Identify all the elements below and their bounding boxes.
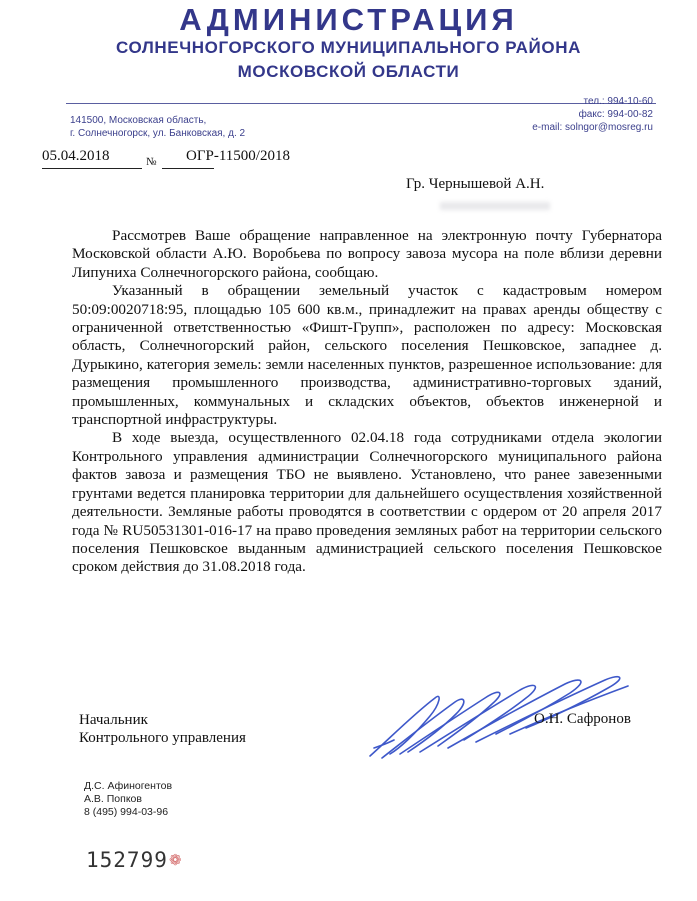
registration-date: 05.04.2018: [42, 148, 110, 164]
redacted-address-residue: [440, 202, 550, 210]
letterhead-divider: [66, 103, 656, 104]
registration-number-underline: [162, 168, 214, 169]
executor-info: [84, 780, 172, 819]
flower-stamp-icon: ❁: [169, 853, 182, 869]
registration-number: ОГР-11500/2018: [186, 148, 290, 164]
signatory-position: [79, 711, 246, 747]
signatory-position-line-2: Контрольного управления: [79, 730, 246, 746]
signatory-name: О.Н. Сафронов: [534, 711, 631, 727]
letterhead-title: АДМИНИСТРАЦИЯ: [179, 2, 518, 37]
letterhead-email: e-mail: solngor@mosreg.ru: [532, 122, 653, 133]
executor-phone: 8 (495) 994-03-96: [84, 806, 169, 818]
letterhead-subtitle-district: СОЛНЕЧНОГОРСКОГО МУНИЦИПАЛЬНОГО РАЙОНА: [116, 38, 581, 57]
registration-date-underline: [42, 168, 142, 169]
registration-number-sign: №: [146, 156, 157, 168]
document-serial-number: 152799: [86, 848, 168, 872]
signatory-position-line-1: Начальник: [79, 712, 148, 728]
body-paragraph-2: Указанный в обращении земельный участок с кадастровым номером 50:09:0020718:95, площадью 105 600 кв.м., принадлежит на правах аренды обществу с ограниченной ответственностью «Фишт-Групп», расположен по адресу: Московская область, Солнечногорский район, сельского поселения Пешковское, западнее д. Дурыкино, категория земель: земли населенных пунктов, разрешенное использование: для размещения промышленного производства, административно-торговых зданий, промышленных, коммунальных и складских объектов, объектов инженерной и транспортной инфраструктуры.: [72, 282, 662, 429]
letterhead-address-line-1: 141500, Московская область,: [70, 115, 207, 126]
letter-body: [72, 227, 662, 577]
letterhead-subtitle-region: МОСКОВСКОЙ ОБЛАСТИ: [237, 62, 460, 81]
body-paragraph-3: В ходе выезда, осуществленного 02.04.18 года сотрудниками отдела экологии Контрольного управления администрации Солнечногорского муниципального района фактов завоза и размещения ТБО не выявлено. Установлено, что ранее завезенными грунтами ведется планировка территории для дальнейшего осуществления хозяйственной деятельности. Земляные работы проводятся в соответствии с ордером от 20 апреля 2017 года № RU50531301-016-17 на право проведения земляных работ на территории сельского поселения Пешковское выданным администрацией сельского поселения Пешковское сроком действия до 31.08.2018 года.: [72, 429, 662, 576]
executor-name-2: А.В. Попков: [84, 793, 142, 805]
executor-name-1: Д.С. Афиногентов: [84, 780, 173, 792]
letterhead-address-line-2: г. Солнечногорск, ул. Банковская, д. 2: [70, 128, 246, 139]
body-paragraph-1: Рассмотрев Ваше обращение направленное на электронную почту Губернатора Московской области А.Ю. Воробьева по вопросу завоза мусора на поле вблизи деревни Липуниха Солнечногорского района, сообщаю.: [72, 227, 662, 281]
addressee-name: Гр. Чернышевой А.Н.: [406, 176, 545, 192]
letterhead-phone: тел.: 994-10-60: [583, 96, 653, 107]
letterhead-fax: факс: 994-00-82: [578, 109, 653, 120]
